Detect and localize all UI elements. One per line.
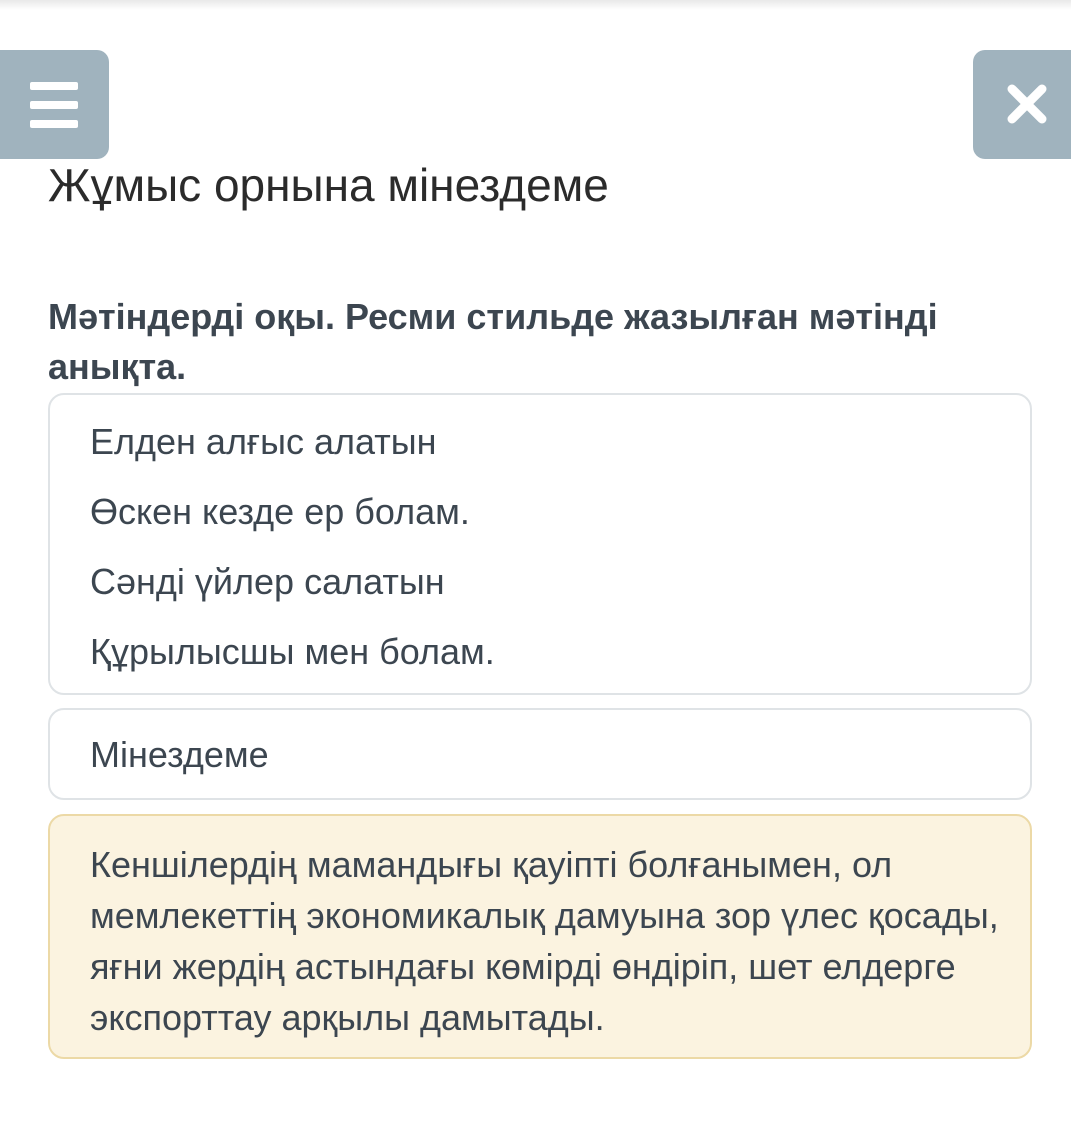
poem-line: Сәнді үйлер салатын bbox=[90, 561, 445, 602]
option-label: Мінездеме bbox=[90, 734, 269, 775]
page-title: Жұмыс орнына мінездеме bbox=[48, 159, 609, 211]
close-button[interactable] bbox=[973, 50, 1071, 159]
menu-button[interactable] bbox=[0, 50, 109, 159]
poem-line: Елден алғыс алатын bbox=[90, 421, 437, 462]
poem-line: Құрылысшы мен болам. bbox=[90, 631, 495, 672]
poem-line: Өскен кезде ер болам. bbox=[90, 491, 470, 532]
close-icon bbox=[1007, 84, 1047, 124]
option-label: Кеншілердің мамандығы қауіпті болғанымен, ол мемлекеттің экономикалық дамуына зор үлес қосады, яғни жердің астындағы көмірді өндіріп, шет елдерге экспорттау арқылы дамытады. bbox=[90, 844, 999, 1038]
answer-option-title[interactable] bbox=[48, 708, 1032, 800]
answer-option-selected[interactable] bbox=[48, 814, 1032, 1059]
question-text: Мәтіндерді оқы. Ресми стильде жазылған мәтінді анықта. bbox=[48, 296, 938, 387]
top-bar-shadow bbox=[0, 0, 1071, 10]
answer-option-poem[interactable] bbox=[48, 393, 1032, 695]
